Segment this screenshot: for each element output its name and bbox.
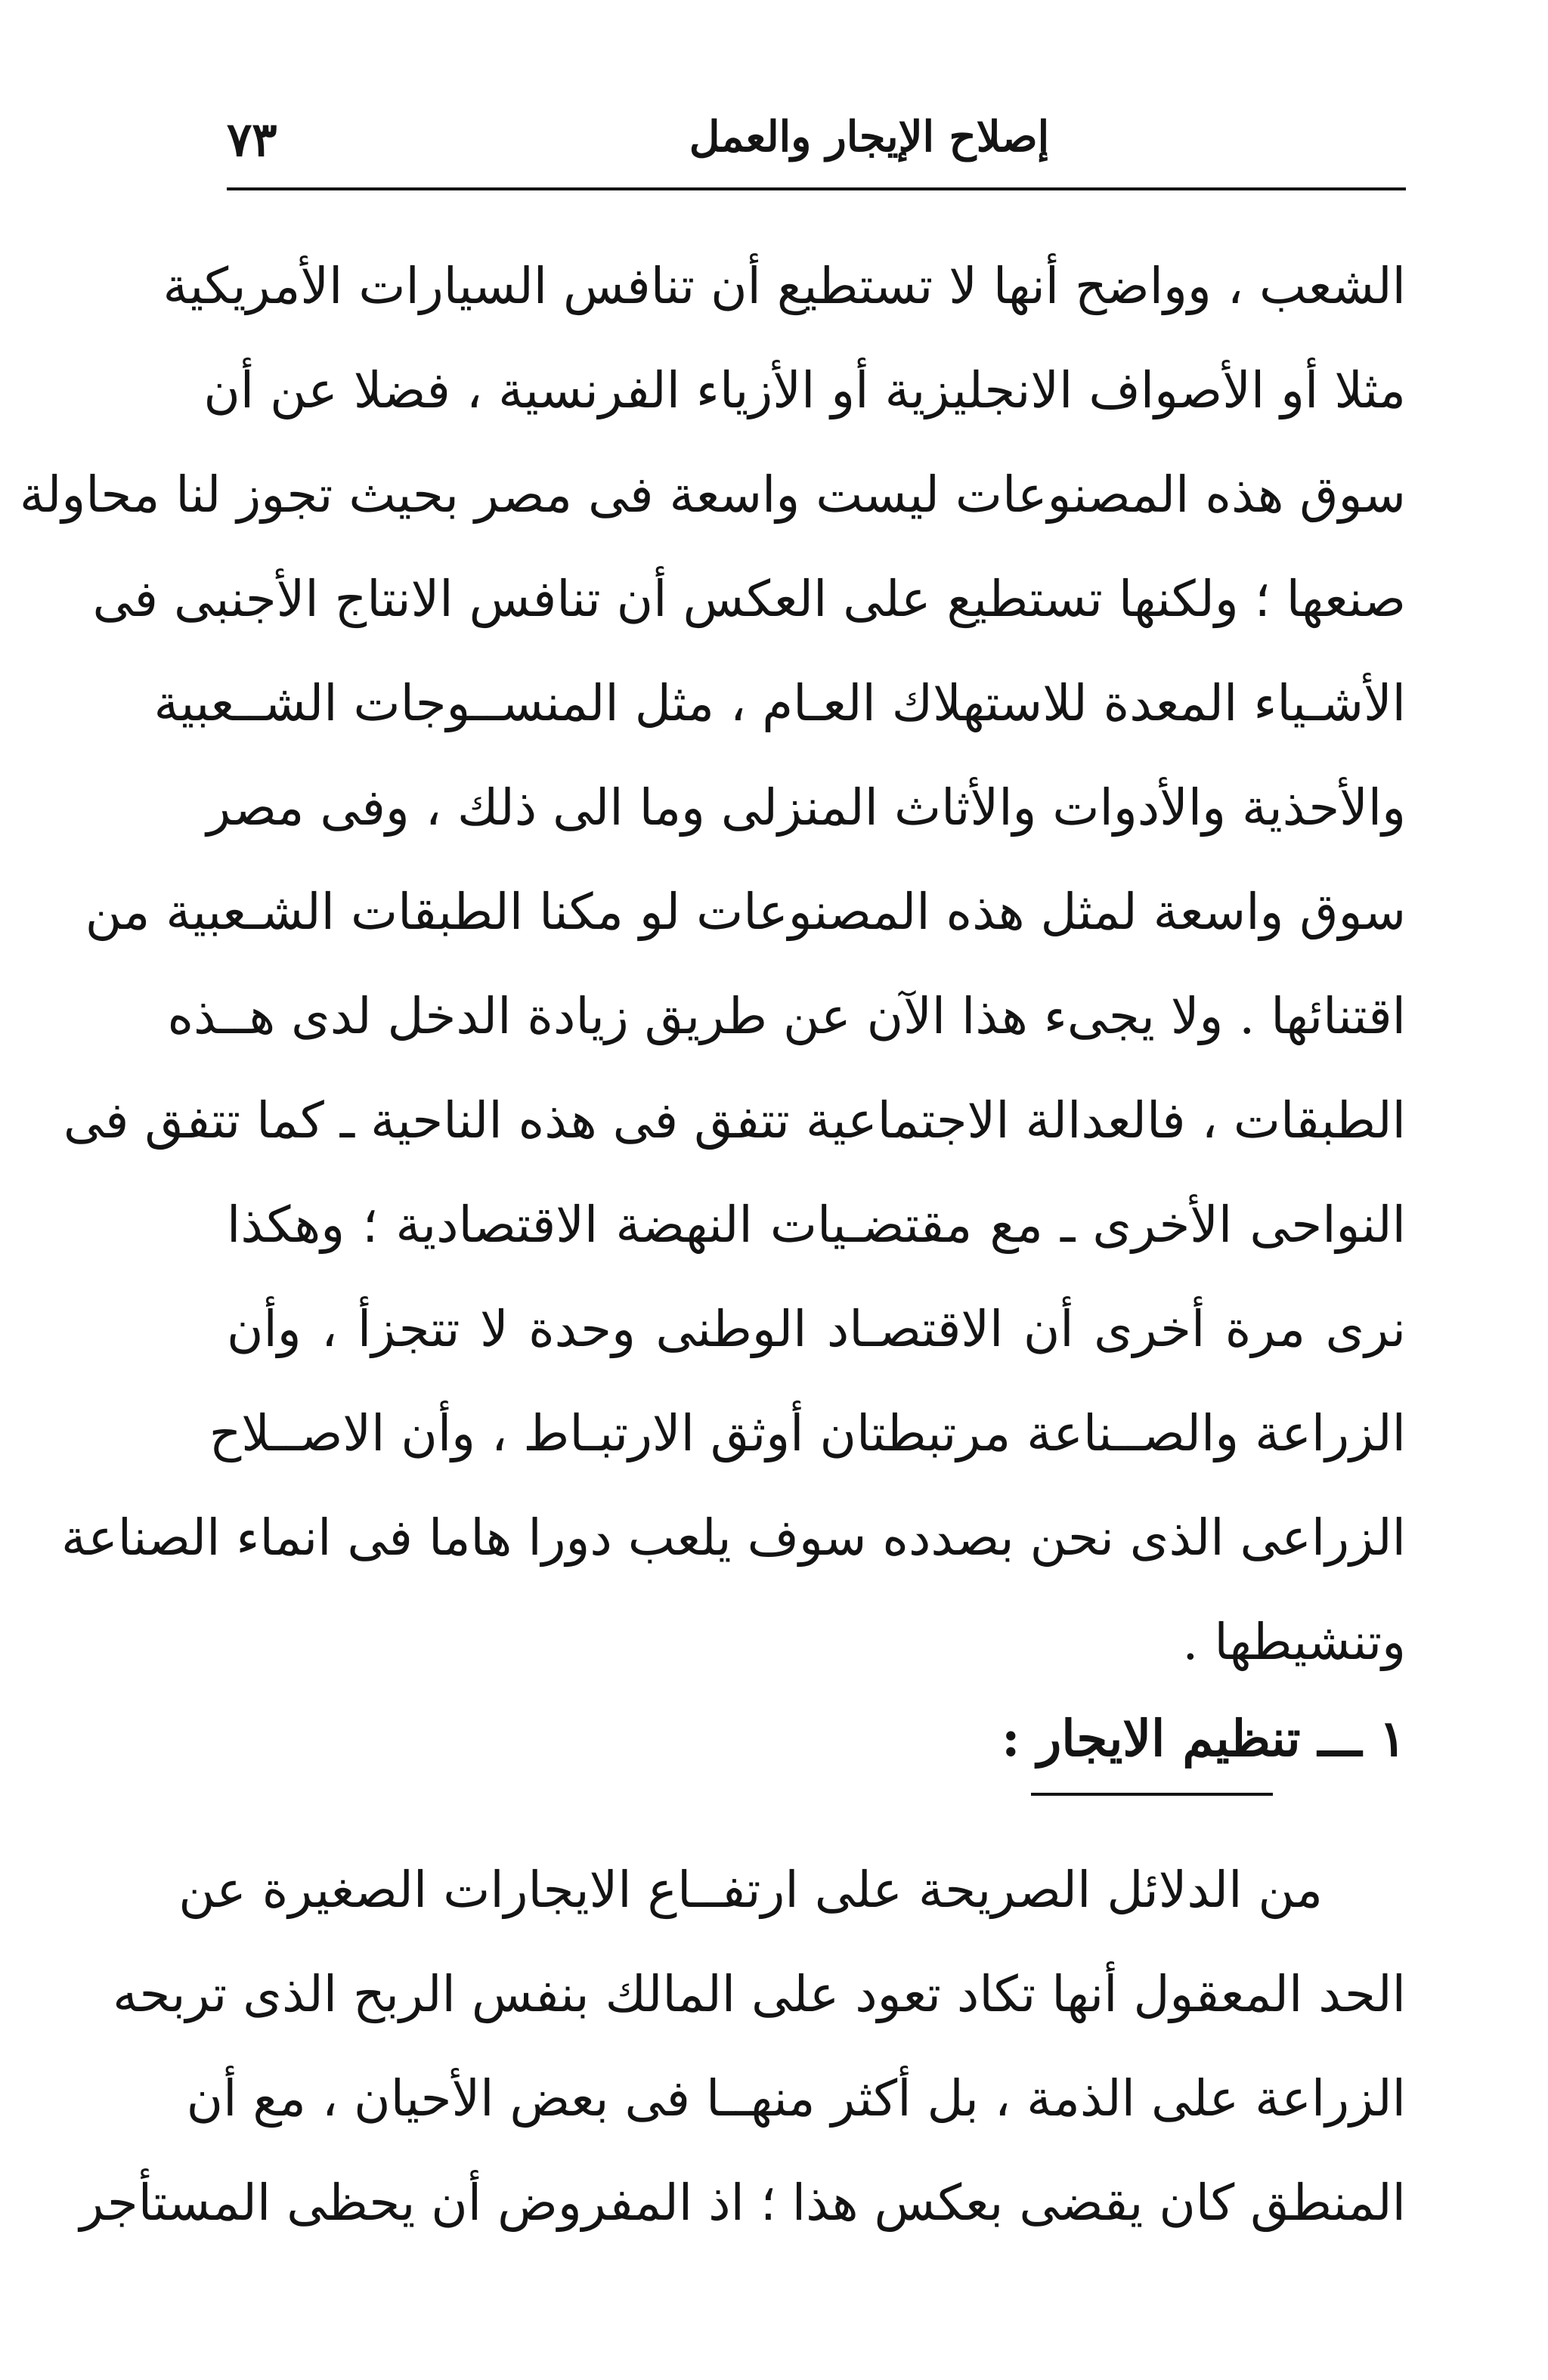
text-line: الزراعة والصــناعة مرتبطتان أوثق الارتبـاط ، وأن الاصــلاح bbox=[209, 1404, 1406, 1462]
text-line: الزراعة على الذمة ، بل أكثر منهــا فى بعض الأحيان ، مع أن bbox=[186, 2069, 1406, 2128]
text-line: سوق واسعة لمثل هذه المصنوعات لو مكنا الطبقات الشـعبية من bbox=[85, 883, 1406, 941]
text-line: الحد المعقول أنها تكاد تعود على المالك بنفس الربح الذى تربحه bbox=[113, 1965, 1406, 2023]
text-line: سوق هذه المصنوعات ليست واسعة فى مصر بحيث تجوز لنا محاولة bbox=[19, 466, 1406, 524]
text-line: صنعها ؛ ولكنها تستطيع على العكس أن تنافس الانتاج الأجنبى فى bbox=[92, 570, 1406, 628]
text-line: الأشـياء المعدة للاستهلاك العـام ، مثل المنســوجات الشــعبية bbox=[153, 674, 1406, 732]
header-rule bbox=[227, 187, 1406, 190]
text-line: الطبقات ، فالعدالة الاجتماعية تتفق فى هذه الناحية ـ كما تتفق فى bbox=[63, 1091, 1406, 1150]
text-line: اقتنائها . ولا يجىء هذا الآن عن طريق زيادة الدخل لدى هــذه bbox=[167, 987, 1406, 1045]
text-line: النواحى الأخرى ـ مع مقتضـيات النهضة الاقتصادية ؛ وهكذا bbox=[227, 1196, 1406, 1254]
text-line: نرى مرة أخرى أن الاقتصـاد الوطنى وحدة لا تتجزأ ، وأن bbox=[227, 1300, 1406, 1358]
paragraph-1 bbox=[19, 234, 1406, 1694]
text-line: مثلا أو الأصواف الانجليزية أو الأزياء الفرنسية ، فضلا عن أن bbox=[203, 361, 1406, 419]
text-line: المنطق كان يقضى بعكس هذا ؛ اذ المفروض أن يحظى المستأجر bbox=[79, 2174, 1406, 2232]
section-heading: ١ ـــ تنظيم الايجار : bbox=[1002, 1709, 1406, 1768]
running-title: إصلاح الإيجار والعمل bbox=[689, 112, 1050, 162]
text-line: والأحذية والأدوات والأثاث المنزلى وما الى ذلك ، وفى مصر bbox=[206, 778, 1406, 837]
heading-underline bbox=[1031, 1793, 1273, 1796]
page-number: ٧٣ bbox=[227, 112, 277, 167]
text-line: من الدلائل الصريحة على ارتفــاع الايجارات الصغيرة عن bbox=[178, 1861, 1323, 1919]
page-header bbox=[227, 98, 1406, 181]
text-line: الشعب ، وواضح أنها لا تستطيع أن تنافس السيارات الأمريكية bbox=[163, 257, 1406, 315]
text-line: وتنشيطها . bbox=[1182, 1613, 1406, 1671]
text-line: الزراعى الذى نحن بصدده سوف يلعب دورا هاما فى انماء الصناعة bbox=[60, 1509, 1406, 1567]
paragraph-2 bbox=[79, 1838, 1406, 2255]
